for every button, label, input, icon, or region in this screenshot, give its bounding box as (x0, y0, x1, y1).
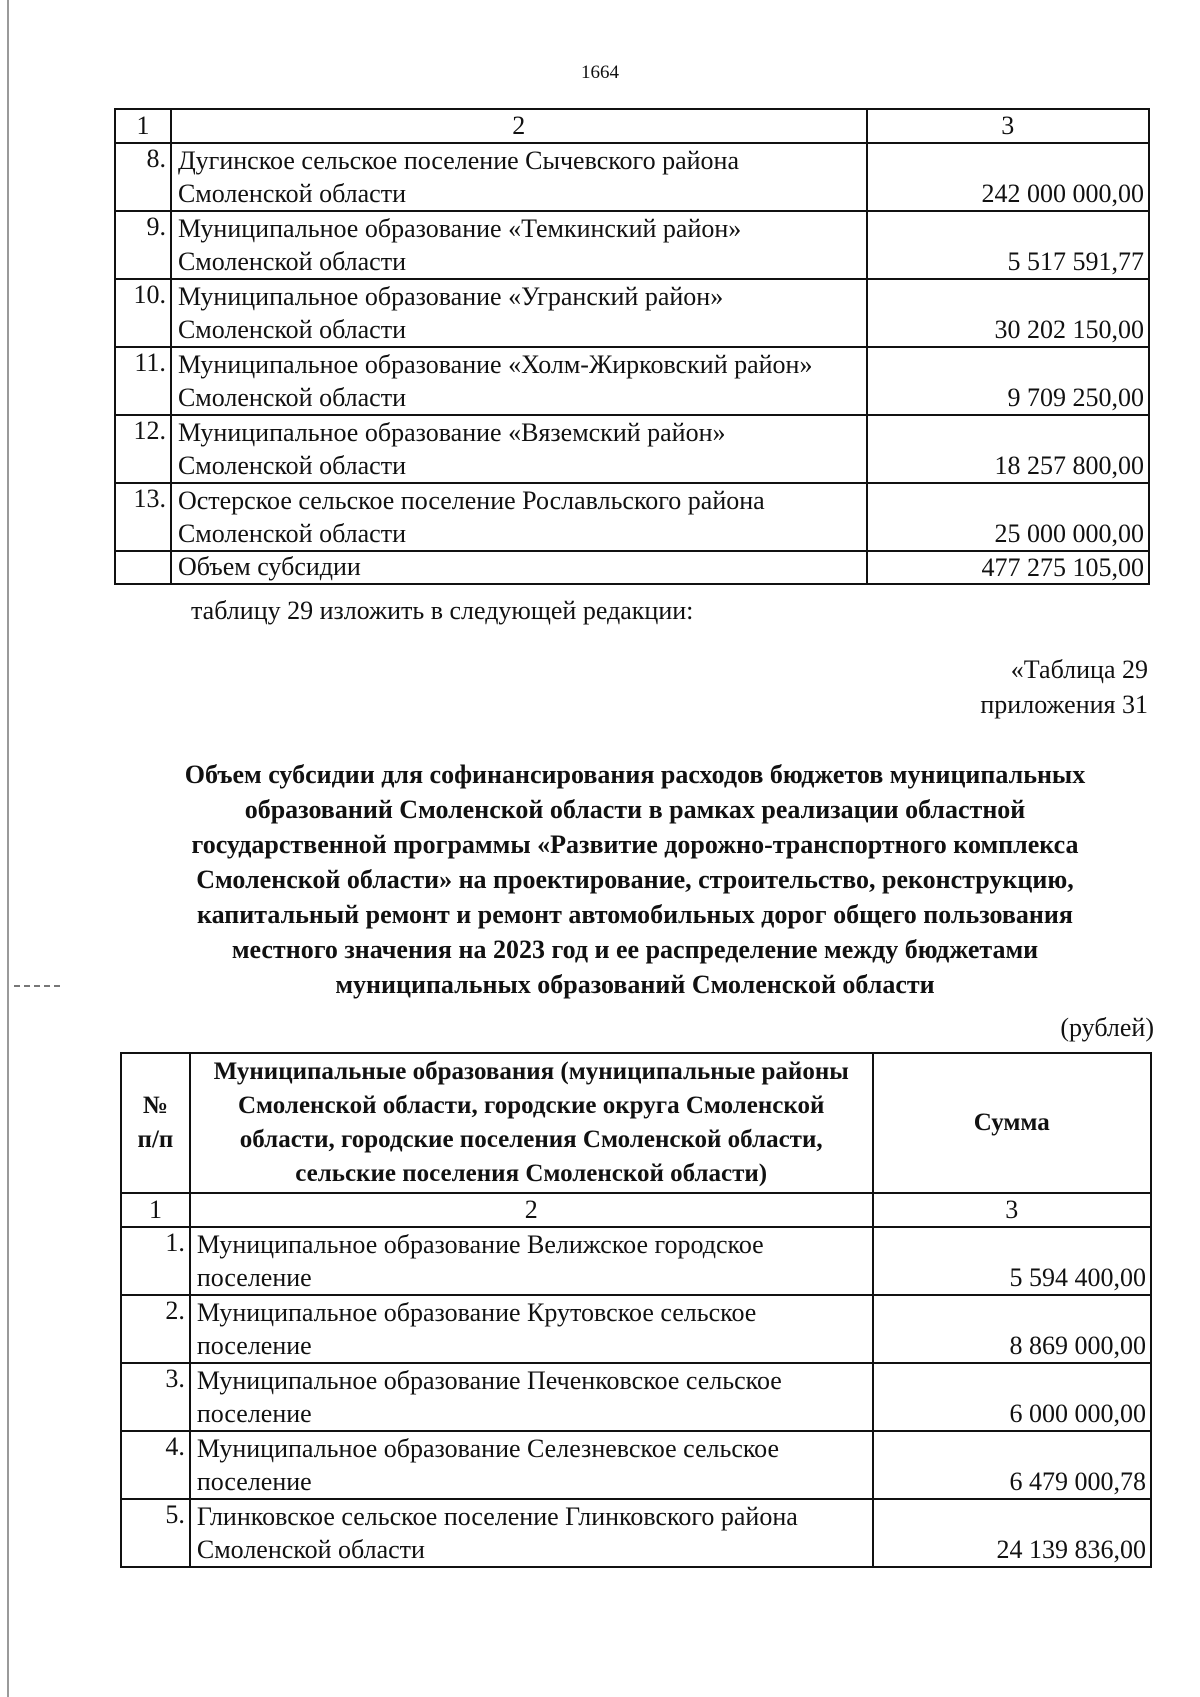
name-line: поселение (196, 1263, 312, 1292)
units-label: (рублей) (1060, 1013, 1154, 1042)
row-number: 8. (115, 143, 171, 211)
row-number: 5. (121, 1499, 190, 1567)
name-line: Муниципальное образование «Угранский район» (177, 282, 724, 311)
row-sum: 25 000 000,00 (867, 483, 1149, 551)
municipality-name (171, 143, 867, 211)
document-title (90, 757, 1180, 1002)
name-line: Смоленской области (177, 383, 406, 412)
name-line: поселение (196, 1467, 312, 1496)
column-index-2: 2 (190, 1193, 873, 1227)
table-caption-number: «Таблица 29 (1010, 655, 1148, 684)
municipality-name (190, 1431, 873, 1499)
row-number: 12. (115, 415, 171, 483)
header-line: области, городские поселения Смоленской области, (239, 1126, 823, 1153)
name-line: Муниципальное образование «Холм-Жирковский район» (177, 350, 813, 379)
title-line: Объем субсидии для софинансирования расходов бюджетов муниципальных (184, 760, 1086, 789)
column-index-1: 1 (115, 109, 171, 143)
table-row (121, 1499, 1151, 1567)
scan-edge-line (7, 0, 9, 1697)
header-line: Муниципальные образования (муниципальные районы (213, 1058, 849, 1085)
municipality-name (190, 1363, 873, 1431)
municipality-name (171, 347, 867, 415)
name-line: Смоленской области (177, 451, 406, 480)
row-number: 9. (115, 211, 171, 279)
table-row (115, 415, 1149, 483)
total-label: Объем субсидии (171, 551, 867, 584)
title-line: Смоленской области» на проектирование, строительство, реконструкцию, (196, 865, 1074, 894)
name-line: Муниципальное образование Велижское городское (196, 1230, 764, 1259)
row-number: 13. (115, 483, 171, 551)
municipality-name (190, 1499, 873, 1567)
row-sum: 8 869 000,00 (873, 1295, 1151, 1363)
name-line: Смоленской области (177, 247, 406, 276)
row-sum: 5 517 591,77 (867, 211, 1149, 279)
table-row (115, 279, 1149, 347)
name-line: Муниципальное образование Селезневское сельское (196, 1434, 780, 1463)
row-number: 3. (121, 1363, 190, 1431)
total-number-cell (115, 551, 171, 584)
table-row (121, 1431, 1151, 1499)
header-line: сельские поселения Смоленской области) (295, 1160, 768, 1187)
municipality-name (190, 1295, 873, 1363)
name-line: Смоленской области (177, 179, 406, 208)
name-line: Остерское сельское поселение Рославльского района (177, 486, 765, 515)
table-row (115, 483, 1149, 551)
table-caption-appendix: приложения 31 (980, 690, 1148, 719)
name-line: Муниципальное образование Крутовское сельское (196, 1298, 757, 1327)
table-total-row (115, 551, 1149, 584)
municipality-name (190, 1227, 873, 1295)
title-line: муниципальных образований Смоленской области (335, 970, 935, 999)
row-sum: 30 202 150,00 (867, 279, 1149, 347)
column-index-3: 3 (867, 109, 1149, 143)
municipality-name (171, 415, 867, 483)
row-number: 2. (121, 1295, 190, 1363)
header-sum: Сумма (873, 1053, 1151, 1193)
row-sum: 9 709 250,00 (867, 347, 1149, 415)
name-line: Глинковское сельское поселение Глинковского района (196, 1502, 798, 1531)
total-sum: 477 275 105,00 (867, 551, 1149, 584)
table-row (121, 1227, 1151, 1295)
municipality-name (171, 211, 867, 279)
instruction-text: таблицу 29 изложить в следующей редакции: (191, 596, 694, 625)
table-index-row (121, 1193, 1151, 1227)
table-row (121, 1295, 1151, 1363)
name-line: поселение (196, 1399, 312, 1428)
municipality-name (171, 483, 867, 551)
subsidy-table-continuation (114, 108, 1150, 585)
row-sum: 24 139 836,00 (873, 1499, 1151, 1567)
row-sum: 242 000 000,00 (867, 143, 1149, 211)
name-line: Смоленской области (177, 519, 406, 548)
name-line: Муниципальное образование Печенковское сельское (196, 1366, 782, 1395)
title-line: местного значения на 2023 год и ее распределение между бюджетами (231, 935, 1039, 964)
table-row (121, 1363, 1151, 1431)
name-line: поселение (196, 1331, 312, 1360)
table-row (115, 211, 1149, 279)
name-line: Смоленской области (177, 315, 406, 344)
row-number: 1. (121, 1227, 190, 1295)
title-line: образований Смоленской области в рамках реализации областной (244, 795, 1026, 824)
row-number: 4. (121, 1431, 190, 1499)
name-line: Муниципальное образование «Вяземский район» (177, 418, 726, 447)
row-number: 11. (115, 347, 171, 415)
row-sum: 18 257 800,00 (867, 415, 1149, 483)
table-index-row (115, 109, 1149, 143)
page-number: 1664 (581, 62, 619, 83)
title-line: государственной программы «Развитие дорожно-транспортного комплекса (191, 830, 1079, 859)
row-sum: 6 479 000,78 (873, 1431, 1151, 1499)
municipality-name (171, 279, 867, 347)
table-row (115, 347, 1149, 415)
row-sum: 6 000 000,00 (873, 1363, 1151, 1431)
column-index-3: 3 (873, 1193, 1151, 1227)
header-number (121, 1053, 190, 1193)
margin-dash-mark (14, 985, 60, 987)
header-line: Смоленской области, городские округа Смоленской (238, 1092, 825, 1119)
title-line: капитальный ремонт и ремонт автомобильных дорог общего пользования (197, 900, 1073, 929)
header-number-line: п/п (137, 1126, 174, 1153)
row-number: 10. (115, 279, 171, 347)
name-line: Муниципальное образование «Темкинский район» (177, 214, 742, 243)
subsidy-distribution-table (120, 1052, 1152, 1568)
name-line: Дугинское сельское поселение Сычевского района (177, 146, 739, 175)
table-header-row (121, 1053, 1151, 1193)
name-line: Смоленской области (196, 1535, 425, 1564)
header-municipalities (190, 1053, 873, 1193)
column-index-2: 2 (171, 109, 867, 143)
header-number-line: № (142, 1092, 168, 1119)
column-index-1: 1 (121, 1193, 190, 1227)
row-sum: 5 594 400,00 (873, 1227, 1151, 1295)
table-row (115, 143, 1149, 211)
